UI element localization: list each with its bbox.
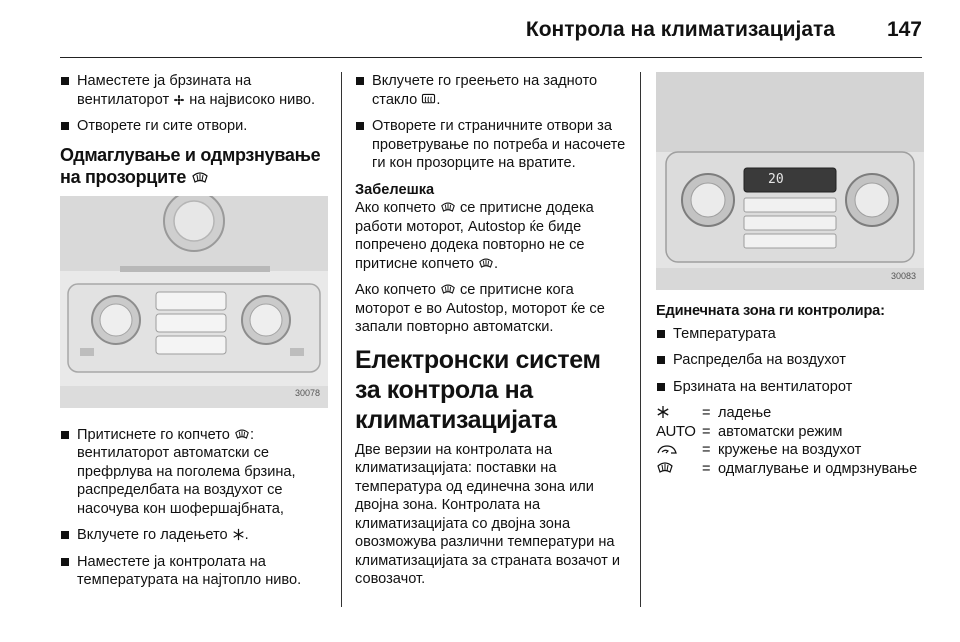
section-heading: Одмаглување и одмрзнување на прозорците: [60, 144, 321, 187]
note-paragraph: Ако копчето се притисне кога моторот е во Autostop, моторот ќе се запали повторно автоматски.: [355, 282, 605, 335]
list-item: Наместете ја брзината на вентилаторот на највисоко ниво.: [60, 72, 328, 109]
page-number: 147: [886, 18, 922, 41]
note: Забелешка Ако копчето се притисне додека работи моторот, Autostop ќе биде попречено додека повторно не се притисне копчето .: [355, 181, 627, 274]
page-title: Контрола на климатизацијата: [525, 18, 835, 41]
symbol-legend: [656, 404, 926, 478]
list-item: Притиснете го копчето : вентилаторот автоматски се префрлува на поголема брзина, распределбата на воздухот се насочува кон шофершајбната,: [60, 426, 328, 519]
defrost-icon: [234, 428, 250, 441]
column-2: [355, 72, 627, 597]
note-title: Забелешка: [355, 181, 435, 198]
fan-icon: [173, 94, 185, 106]
list-item: Вклучете го ладењето .: [60, 526, 328, 545]
climate-panel-figure: [60, 196, 328, 408]
snowflake-icon: [656, 405, 670, 419]
figure-number: 30083: [890, 270, 916, 281]
defrost-icon: [440, 283, 456, 296]
list-item: Наместете ја контролата на температурата на најтопло ниво.: [60, 553, 328, 590]
list-item: Температурата: [656, 325, 926, 344]
section-heading: Електронски систем за контрола на климатизацијата: [355, 345, 601, 434]
column-3: [656, 72, 926, 478]
defrost-icon: [656, 461, 674, 475]
legend-row: AUTO = автоматски режим: [656, 422, 843, 440]
column-divider: [640, 72, 641, 607]
legend-row: = одмаглување и одмрзнување: [656, 460, 926, 479]
snowflake-icon: [232, 528, 245, 541]
auto-label: AUTO: [656, 422, 696, 440]
column-divider: [341, 72, 342, 607]
defrost-icon: [440, 201, 456, 214]
recirculation-icon: [656, 443, 678, 456]
page-header: [0, 0, 960, 60]
list-item: Брзината на вентилаторот: [656, 378, 926, 397]
legend-row: = ладење: [656, 404, 926, 423]
list-item: Распределба на воздухот: [656, 351, 926, 370]
rear-window-heater-icon: [421, 93, 436, 106]
header-rule: [60, 57, 922, 58]
list-item: Отворете ги страничните отвори за проветрување по потреба и насочете ги кон прозорците на вратите.: [355, 117, 627, 173]
defrost-icon: [191, 171, 209, 185]
temperature-display: 20: [768, 172, 784, 187]
list-item: Отворете ги сите отвори.: [60, 117, 328, 136]
climate-panel-illustration: [656, 72, 924, 290]
climate-panel-illustration: [60, 196, 328, 408]
figure-number: 30078: [294, 388, 320, 398]
defrost-icon: [478, 257, 494, 270]
list-item: Вклучете го греењето на задното стакло .: [355, 72, 627, 109]
subheading: Единечната зона ги контролира:: [656, 303, 885, 319]
paragraph: Две верзии на контролата на климатизацијата: поставки на температура од единечна зона или двојна зона. Контролата на климатизацијата со двојна зона овозможува различни температури на климатизацијата за странатa возачот и совозачот.: [355, 441, 621, 587]
climate-panel-figure: [656, 72, 924, 290]
legend-row: = кружење на воздухот: [656, 441, 926, 460]
column-1: [60, 72, 328, 598]
